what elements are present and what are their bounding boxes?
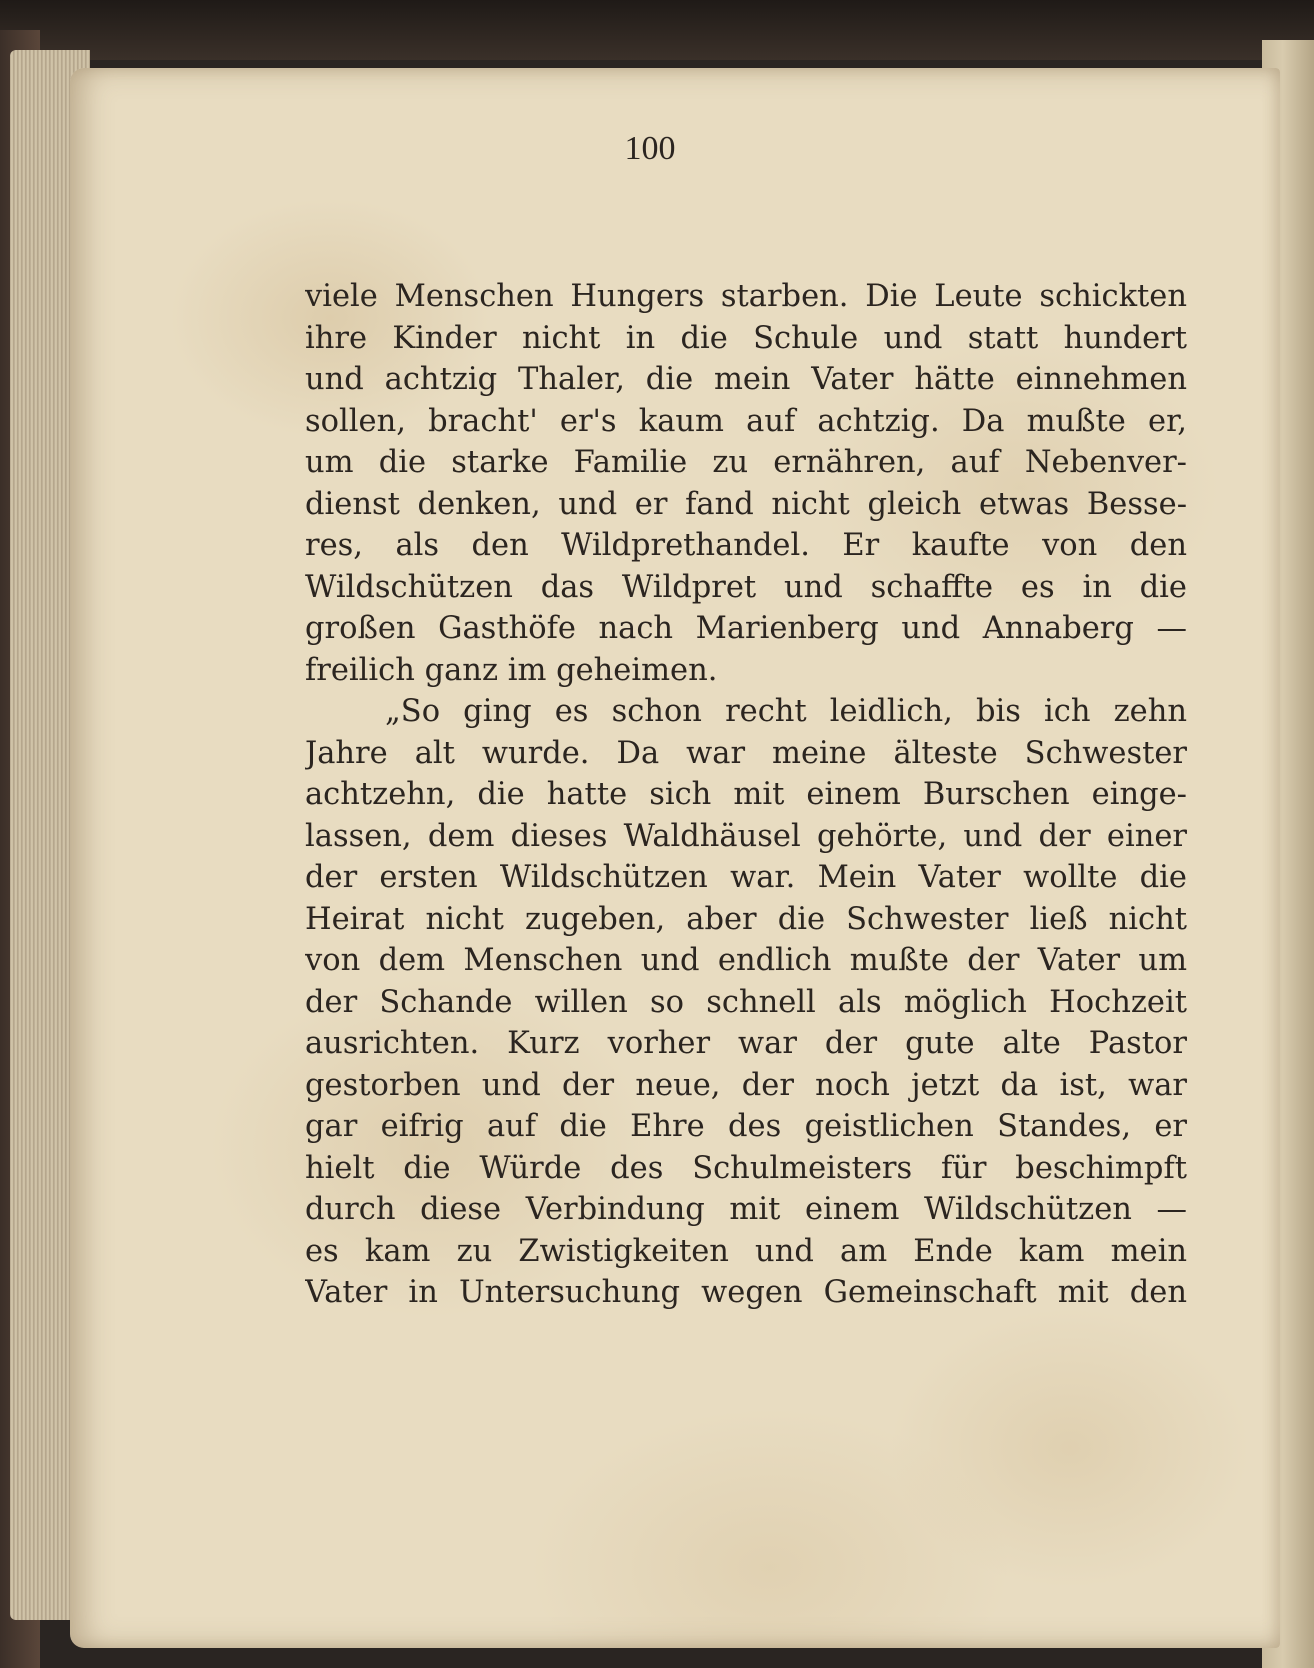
text-line: es kam zu Zwistigkeiten und am Ende kam mein — [305, 1233, 1187, 1269]
text-line: gestorben und der neue, der noch jetzt da ist, war — [305, 1067, 1187, 1103]
text-line: freilich ganz im geheimen. — [305, 652, 718, 688]
text-line: „So ging es schon recht leidlich, bis ich zehn — [385, 694, 1187, 729]
text-line: gar eifrig auf die Ehre des geistlichen Standes, er — [305, 1109, 1187, 1144]
text-line: achtzehn, die hatte sich mit einem Burschen einge- — [305, 777, 1187, 812]
text-line: viele Menschen Hungers starben. Die Leute schickten — [305, 279, 1187, 314]
text-line: Vater in Untersuchung wegen Gemeinschaft mit den — [305, 1275, 1187, 1310]
text-line: der ersten Wildschützen war. Mein Vater wollte die — [305, 860, 1187, 895]
text-line: ausrichten. Kurz vorher war der gute alte Pastor — [305, 1026, 1187, 1061]
text-line: ihre Kinder nicht in die Schule und statt hundert — [305, 320, 1187, 356]
scan-background-top — [0, 0, 1314, 60]
text-line: von dem Menschen und endlich mußte der Vater um — [305, 943, 1187, 978]
text-line: durch diese Verbindung mit einem Wildschützen — — [305, 1192, 1187, 1227]
text-line: um die starke Familie zu ernähren, auf Nebenver- — [305, 445, 1187, 480]
text-line: der Schande willen so schnell als möglich Hochzeit — [305, 984, 1187, 1020]
text-line: lassen, dem dieses Waldhäusel gehörte, und der einer — [305, 818, 1187, 854]
text-line: dienst denken, und er fand nicht gleich etwas Besse- — [305, 486, 1187, 522]
page-number: 100 — [624, 130, 676, 167]
body-text — [305, 276, 1187, 1314]
text-line: Heirat nicht zugeben, aber die Schwester ließ nicht — [305, 901, 1187, 937]
text-line: Wildschützen das Wildpret und schaffte es in die — [305, 569, 1187, 605]
text-line: großen Gasthöfe nach Marienberg und Annaberg — — [305, 611, 1187, 646]
text-line: hielt die Würde des Schulmeisters für beschimpft — [305, 1150, 1187, 1186]
text-line: sollen, bracht' er's kaum auf achtzig. Da mußte er, — [305, 403, 1187, 439]
text-line: res, als den Wildprethandel. Er kaufte von den — [305, 528, 1187, 563]
text-line: und achtzig Thaler, die mein Vater hätte einnehmen — [305, 362, 1187, 397]
text-line: Jahre alt wurde. Da war meine älteste Schwester — [305, 735, 1187, 771]
